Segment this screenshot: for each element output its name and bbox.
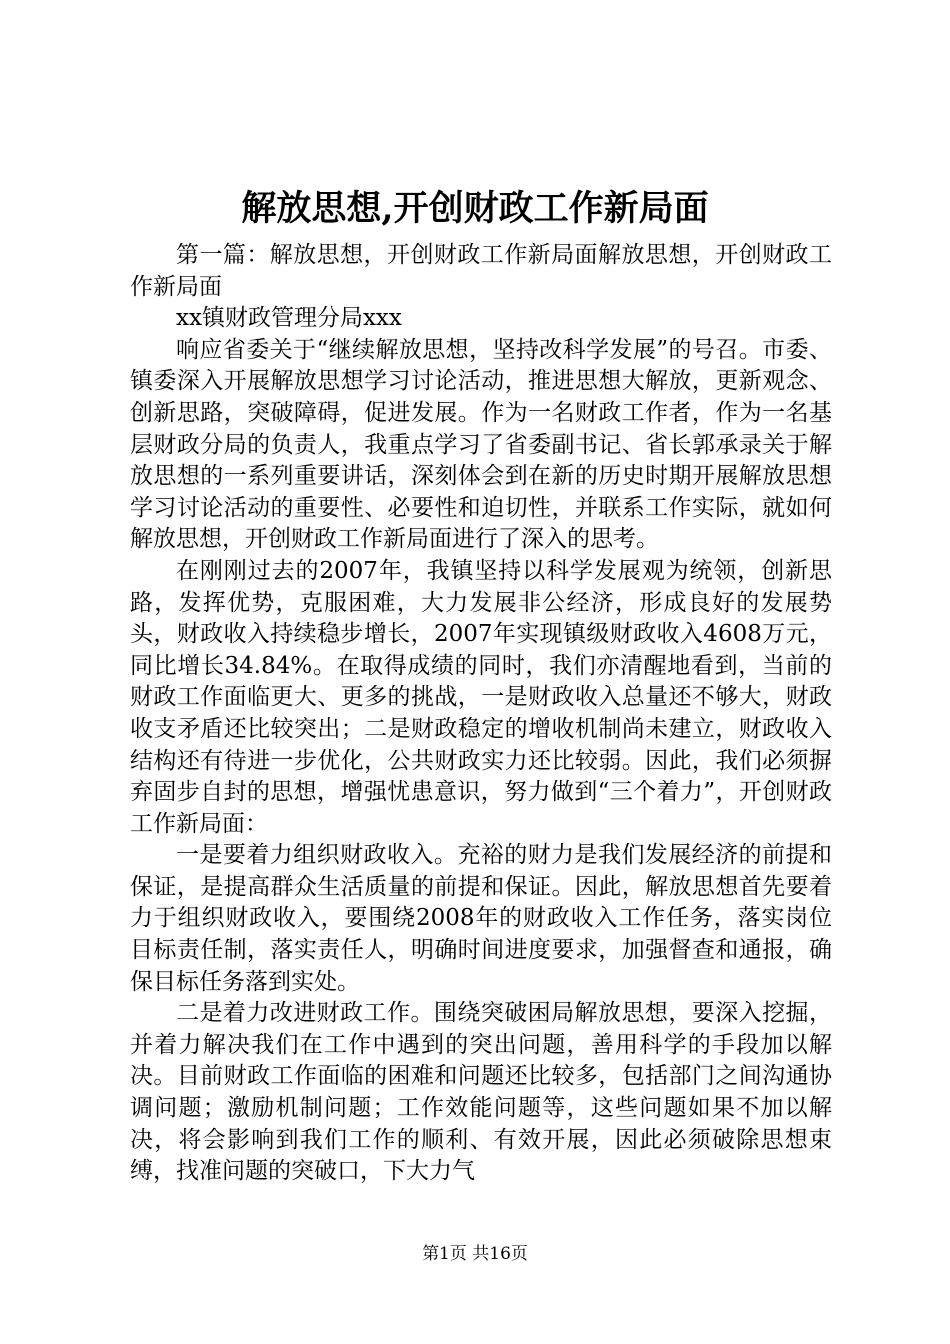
- paragraph-author: xx镇财政管理分局xxx: [176, 305, 402, 332]
- page-title: 解放思想,开创财政工作新局面: [241, 188, 709, 229]
- paragraph-intro: 响应省委关于“继续解放思想，坚持改科学发展”的号召。市委、镇委深入开展解放思想学习讨论活动，推进思想大解放，更新观念、创新思路，突破障碍，促进发展。作为一名财政工作者，作为一名基层财政分局的负责人，我重点学习了省委副书记、省长郭承录关于解放思想的一系列重要讲话，深刻体会到在新的历史时期开展解放思想学习讨论活动的重要性、必要性和迫切性，并联系工作实际，就如何解放思想，开创财政工作新局面进行了深入的思考。: [130, 336, 832, 553]
- document-body: [130, 240, 832, 1188]
- paragraph-point-two: 二是着力改进财政工作。围绕突破困局解放思想，要深入挖掘，并着力解决我们在工作中遇到的突出问题，善用科学的手段加以解决。目前财政工作面临的困难和问题还比较多，包括部门之间沟通协调问题；激励机制问题；工作效能问题等，这些问题如果不加以解决，将会影响到我们工作的顺利、有效开展，因此必须破除思想束缚，找准问题的突破口，下大力气: [130, 1000, 832, 1185]
- paragraph-review-2007: 在刚刚过去的2007年，我镇坚持以科学发展观为统领，创新思路，发挥优势，克服困难，大力发展非公经济，形成良好的发展势头，财政收入持续稳步增长，2007年实现镇级财政收入4608万元，同比增长34.84%。在取得成绩的同时，我们亦清醒地看到，当前的财政工作面临更大、更多的挑战，一是财政收入总量还不够大，财政收支矛盾还比较突出；二是财政稳定的增收机制尚未建立，财政收入结构还有待进一步优化，公共财政实力还比较弱。因此，我们必须摒弃固步自封的思想，增强忧患意识，努力做到“三个着力”，开创财政工作新局面：: [130, 557, 832, 837]
- paragraph-heading: 第一篇：解放思想，开创财政工作新局面解放思想，开创财政工作新局面: [130, 242, 832, 300]
- paragraph-point-one: 一是要着力组织财政收入。充裕的财力是我们发展经济的前提和保证，是提高群众生活质量的前提和保证。因此，解放思想首先要着力于组织财政收入，要围绕2008年的财政收入工作任务，落实岗位目标责任制，落实责任人，明确时间进度要求，加强督查和通报，确保目标任务落到实处。: [130, 842, 832, 995]
- page-footer: 第1页 共16页: [422, 1244, 528, 1264]
